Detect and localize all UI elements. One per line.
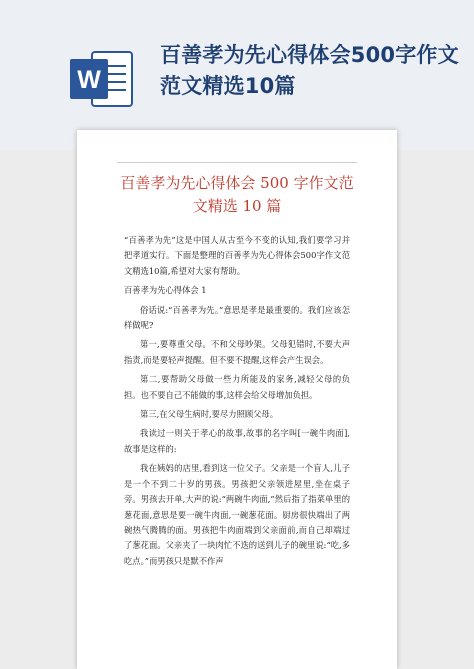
paragraph: 第一,要尊重父母。不和父母吵架。父母犯错时,不要大声指责,而是要轻声提醒。但不要不提醒,这样会产生误会。: [124, 339, 350, 365]
section-heading: 百善孝为先心得体会 1: [124, 285, 207, 296]
document-page: [77, 130, 397, 669]
paragraph: 第三,在父母生病时,要尽力照顾父母。: [140, 409, 279, 420]
header-banner: [0, 0, 474, 150]
word-icon: [70, 50, 134, 108]
paragraph: “百善孝为先”这是中国人从古至今不变的认知,我们要学习并把孝道实行。下面是整理的百善孝为先心得体会500字作文范文精选10篇,希望对大家有帮助。: [124, 235, 350, 276]
banner-title: 百善孝为先心得体会500字作文范文精选10篇: [160, 43, 459, 98]
document-body: [124, 233, 350, 573]
paragraph: 我在姨妈的店里,看到这一位父子。父亲是一个盲人,儿子是一个不到二十岁的男孩。男孩把父亲领进屋里,坐在桌子旁。男孩去开单,大声的说:“两碗牛肉面,”然后指了指菜单里的葱花面,意思是要一碗牛肉面,一碗葱花面。厨房很快端出了两碗热气腾腾的面。男孩把牛肉面端到父亲面前,而自己却端过了葱花面。父亲夹了一块肉忙不迭的送到儿子的碗里说:“吃,多吃点。”而男孩只是默不作声: [124, 463, 350, 566]
paragraph: 我读过一则关于孝心的故事,故事的名字叫[一碗牛肉面],故事是这样的:: [124, 428, 350, 454]
document-title: 百善孝为先心得体会 500 字作文范文精选 10 篇: [120, 174, 354, 215]
svg-text:W: W: [77, 66, 101, 94]
paragraph: 俗话说:“百善孝为先。”意思是孝是最重要的。我们应该怎样做呢?: [124, 304, 350, 331]
header-rule: [117, 162, 357, 163]
paragraph: 第二,要帮助父母做一些力所能及的家务,减轻父母的负担。也不要自己不能做的事,这样会给父母增加负担。: [124, 374, 350, 400]
